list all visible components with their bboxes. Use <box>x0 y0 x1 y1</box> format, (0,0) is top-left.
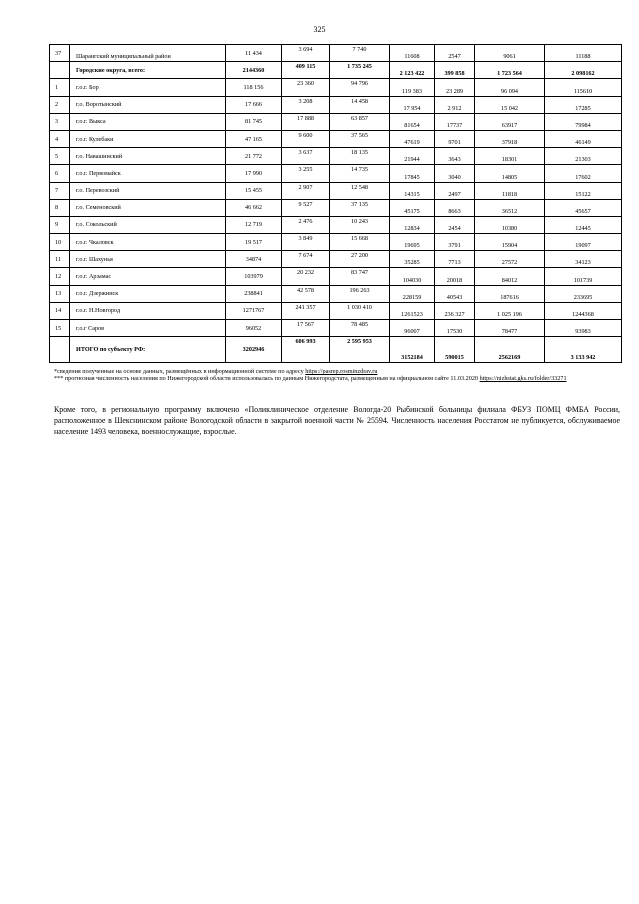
value-cell: 81 745 <box>226 113 282 130</box>
row-name-cell: г.о.г. Н.Новгород <box>70 302 226 319</box>
value-cell: 47 165 <box>226 130 282 147</box>
value-cell: 3202946 <box>226 337 282 363</box>
footnote-2 <box>54 375 620 382</box>
value-cell: 1261523 <box>390 302 435 319</box>
table-row <box>50 113 622 130</box>
value-cell: 3 255 <box>282 165 330 182</box>
row-name-cell: г.о. Семеновский <box>70 199 226 216</box>
value-cell: 35285 <box>390 251 435 268</box>
row-number-cell <box>50 62 70 79</box>
row-number-cell: 7 <box>50 182 70 199</box>
value-cell: 17 888 <box>282 113 330 130</box>
value-cell: 19695 <box>390 234 435 251</box>
value-cell: 1 030 410 <box>330 302 390 319</box>
table-row <box>50 268 622 285</box>
table-row <box>50 130 622 147</box>
value-cell: 63917 <box>475 113 545 130</box>
value-cell: 2 123 422 <box>390 62 435 79</box>
table-row <box>50 165 622 182</box>
footnotes <box>54 368 620 383</box>
value-cell: 84012 <box>475 268 545 285</box>
row-name-cell: г.о.г Саров <box>70 320 226 337</box>
row-number-cell <box>50 337 70 363</box>
body-paragraph: Кроме того, в региональную программу включено «Поликлиническое отделение Вологда-20 Рыбинской больницы филиала ФБУЗ ПОМЦ ФМБА России, расположенное в Шекснинском районе Вологодской области в закрытой военной части № 25594. Численность населения Росстатом не публикуется, обслуживаемое население 1493 человека, военнослужащие, взрослые. <box>54 405 620 436</box>
value-cell: 3040 <box>435 165 475 182</box>
footnote-1-text: *сведения полученные на основе данных, размещённых в информационной системе по адресу <box>54 368 306 375</box>
value-cell: 21 772 <box>226 148 282 165</box>
value-cell: 46 662 <box>226 199 282 216</box>
value-cell: 12 719 <box>226 216 282 233</box>
value-cell: 20018 <box>435 268 475 285</box>
row-name-cell: г.о.г. Кулебаки <box>70 130 226 147</box>
value-cell: 12445 <box>545 216 622 233</box>
value-cell: 78477 <box>475 320 545 337</box>
table-row <box>50 285 622 302</box>
value-cell: 37 565 <box>330 130 390 147</box>
row-number-cell: 15 <box>50 320 70 337</box>
value-cell: 2 098162 <box>545 62 622 79</box>
value-cell: 17 990 <box>226 165 282 182</box>
value-cell: 119 383 <box>390 79 435 96</box>
value-cell: 2562169 <box>475 337 545 363</box>
value-cell: 8663 <box>435 199 475 216</box>
value-cell: 7 674 <box>282 251 330 268</box>
table-row <box>50 45 622 62</box>
value-cell: 17737 <box>435 113 475 130</box>
value-cell: 3 208 <box>282 96 330 113</box>
value-cell: 81654 <box>390 113 435 130</box>
value-cell: 2547 <box>435 45 475 62</box>
value-cell: 236 327 <box>435 302 475 319</box>
value-cell: 45175 <box>390 199 435 216</box>
value-cell: 115610 <box>545 79 622 96</box>
row-number-cell: 13 <box>50 285 70 302</box>
value-cell: 233695 <box>545 285 622 302</box>
value-cell: 3 849 <box>282 234 330 251</box>
value-cell: 47619 <box>390 130 435 147</box>
row-number-cell: 5 <box>50 148 70 165</box>
footnote-1-link[interactable]: https://pasrep.rosminzdrav.ru <box>305 368 378 375</box>
table-row <box>50 302 622 319</box>
table-row <box>50 320 622 337</box>
value-cell: 1244368 <box>545 302 622 319</box>
value-cell: 3791 <box>435 234 475 251</box>
value-cell: 96 094 <box>475 79 545 96</box>
value-cell: 15 042 <box>475 96 545 113</box>
value-cell: 94 796 <box>330 79 390 96</box>
value-cell: 11608 <box>390 45 435 62</box>
value-cell: 14 458 <box>330 96 390 113</box>
value-cell: 17602 <box>545 165 622 182</box>
value-cell: 40543 <box>435 285 475 302</box>
table-row <box>50 96 622 113</box>
value-cell: 17285 <box>545 96 622 113</box>
value-cell: 10 243 <box>330 216 390 233</box>
row-number-cell: 4 <box>50 130 70 147</box>
value-cell: 21944 <box>390 148 435 165</box>
value-cell: 2144360 <box>226 62 282 79</box>
value-cell: 9 527 <box>282 199 330 216</box>
table-body <box>50 45 622 363</box>
value-cell: 19097 <box>545 234 622 251</box>
value-cell: 2 912 <box>435 96 475 113</box>
row-name-cell: ИТОГО по субъекту РФ: <box>70 337 226 363</box>
row-number-cell: 10 <box>50 234 70 251</box>
value-cell: 2 907 <box>282 182 330 199</box>
value-cell: 590015 <box>435 337 475 363</box>
value-cell: 104030 <box>390 268 435 285</box>
value-cell: 2 595 953 <box>330 337 390 363</box>
value-cell: 3 637 <box>282 148 330 165</box>
value-cell: 23 289 <box>435 79 475 96</box>
table-row <box>50 182 622 199</box>
value-cell: 19 517 <box>226 234 282 251</box>
value-cell: 21303 <box>545 148 622 165</box>
value-cell: 1 025 196 <box>475 302 545 319</box>
value-cell: 23 360 <box>282 79 330 96</box>
value-cell: 27 200 <box>330 251 390 268</box>
value-cell: 17530 <box>435 320 475 337</box>
value-cell: 241 357 <box>282 302 330 319</box>
value-cell: 34874 <box>226 251 282 268</box>
row-number-cell: 2 <box>50 96 70 113</box>
row-number-cell: 1 <box>50 79 70 96</box>
row-name-cell: г.о.г. Выкса <box>70 113 226 130</box>
value-cell: 399 858 <box>435 62 475 79</box>
value-cell: 96052 <box>226 320 282 337</box>
row-number-cell: 8 <box>50 199 70 216</box>
value-cell: 37 135 <box>330 199 390 216</box>
value-cell: 42 578 <box>282 285 330 302</box>
value-cell: 14805 <box>475 165 545 182</box>
value-cell: 14315 <box>390 182 435 199</box>
table-row <box>50 251 622 268</box>
row-name-cell: г.о.г. Арзамас <box>70 268 226 285</box>
row-name-cell: г.о.г. Чкаловск <box>70 234 226 251</box>
value-cell: 17 567 <box>282 320 330 337</box>
row-number-cell: 14 <box>50 302 70 319</box>
value-cell: 3 133 942 <box>545 337 622 363</box>
value-cell: 83 747 <box>330 268 390 285</box>
value-cell: 20 232 <box>282 268 330 285</box>
row-name-cell: г.о. Перевозский <box>70 182 226 199</box>
value-cell: 96007 <box>390 320 435 337</box>
table-row <box>50 337 622 363</box>
value-cell: 10380 <box>475 216 545 233</box>
value-cell: 9 600 <box>282 130 330 147</box>
row-number-cell: 37 <box>50 45 70 62</box>
value-cell: 18301 <box>475 148 545 165</box>
value-cell: 37918 <box>475 130 545 147</box>
value-cell: 15904 <box>475 234 545 251</box>
value-cell: 27572 <box>475 251 545 268</box>
value-cell: 93983 <box>545 320 622 337</box>
row-number-cell: 3 <box>50 113 70 130</box>
value-cell: 101739 <box>545 268 622 285</box>
value-cell: 1 723 564 <box>475 62 545 79</box>
row-name-cell: г.о.г. Первомайск <box>70 165 226 182</box>
value-cell: 12834 <box>390 216 435 233</box>
row-number-cell: 11 <box>50 251 70 268</box>
value-cell: 15 668 <box>330 234 390 251</box>
value-cell: 11818 <box>475 182 545 199</box>
page-number: 325 <box>313 25 326 34</box>
table-row <box>50 148 622 165</box>
table-row <box>50 79 622 96</box>
value-cell: 12 548 <box>330 182 390 199</box>
value-cell: 9701 <box>435 130 475 147</box>
value-cell: 17 666 <box>226 96 282 113</box>
value-cell: 45657 <box>545 199 622 216</box>
value-cell: 3152184 <box>390 337 435 363</box>
value-cell: 2 476 <box>282 216 330 233</box>
value-cell: 17 954 <box>390 96 435 113</box>
value-cell: 9061 <box>475 45 545 62</box>
value-cell: 15 455 <box>226 182 282 199</box>
value-cell: 11 434 <box>226 45 282 62</box>
value-cell: 2454 <box>435 216 475 233</box>
table-row <box>50 62 622 79</box>
row-name-cell: г.о.г. Шахунья <box>70 251 226 268</box>
value-cell: 606 993 <box>282 337 330 363</box>
row-number-cell: 12 <box>50 268 70 285</box>
value-cell: 7 740 <box>330 45 390 62</box>
value-cell: 63 857 <box>330 113 390 130</box>
value-cell: 409 115 <box>282 62 330 79</box>
row-name-cell: Городские округа, всего: <box>70 62 226 79</box>
table-row <box>50 199 622 216</box>
row-number-cell: 6 <box>50 165 70 182</box>
value-cell: 17845 <box>390 165 435 182</box>
value-cell: 15122 <box>545 182 622 199</box>
value-cell: 1271767 <box>226 302 282 319</box>
footnote-2-link[interactable]: https://nizhstat.gks.ru/folder/33271 <box>479 375 567 383</box>
value-cell: 3 694 <box>282 45 330 62</box>
value-cell: 18 135 <box>330 148 390 165</box>
row-number-cell: 9 <box>50 216 70 233</box>
row-name-cell: Шарангский муниципальный район <box>70 45 226 62</box>
row-name-cell: г.о.г. Бор <box>70 79 226 96</box>
value-cell: 79984 <box>545 113 622 130</box>
value-cell: 103979 <box>226 268 282 285</box>
value-cell: 238841 <box>226 285 282 302</box>
row-name-cell: г.о.г. Дзержинск <box>70 285 226 302</box>
table-row <box>50 216 622 233</box>
footnote-1 <box>54 368 620 375</box>
value-cell: 228159 <box>390 285 435 302</box>
value-cell: 46149 <box>545 130 622 147</box>
value-cell: 14 735 <box>330 165 390 182</box>
value-cell: 34123 <box>545 251 622 268</box>
table-row <box>50 234 622 251</box>
value-cell: 7713 <box>435 251 475 268</box>
value-cell: 187616 <box>475 285 545 302</box>
row-name-cell: г.о. Воротынский <box>70 96 226 113</box>
value-cell: 11188 <box>545 45 622 62</box>
value-cell: 36512 <box>475 199 545 216</box>
value-cell: 118 156 <box>226 79 282 96</box>
row-name-cell: г.о. Сокольский <box>70 216 226 233</box>
population-table <box>49 44 622 363</box>
value-cell: 196 263 <box>330 285 390 302</box>
footnote-2-text: *** прогнозная численность населения по Нижегородской области использовалась по данным Нижегородстата, размещенным на официальном сайте 11.03.2020 <box>54 375 480 383</box>
value-cell: 1 735 245 <box>330 62 390 79</box>
value-cell: 2497 <box>435 182 475 199</box>
row-name-cell: г.о. Навашинский <box>70 148 226 165</box>
value-cell: 78 485 <box>330 320 390 337</box>
value-cell: 3643 <box>435 148 475 165</box>
